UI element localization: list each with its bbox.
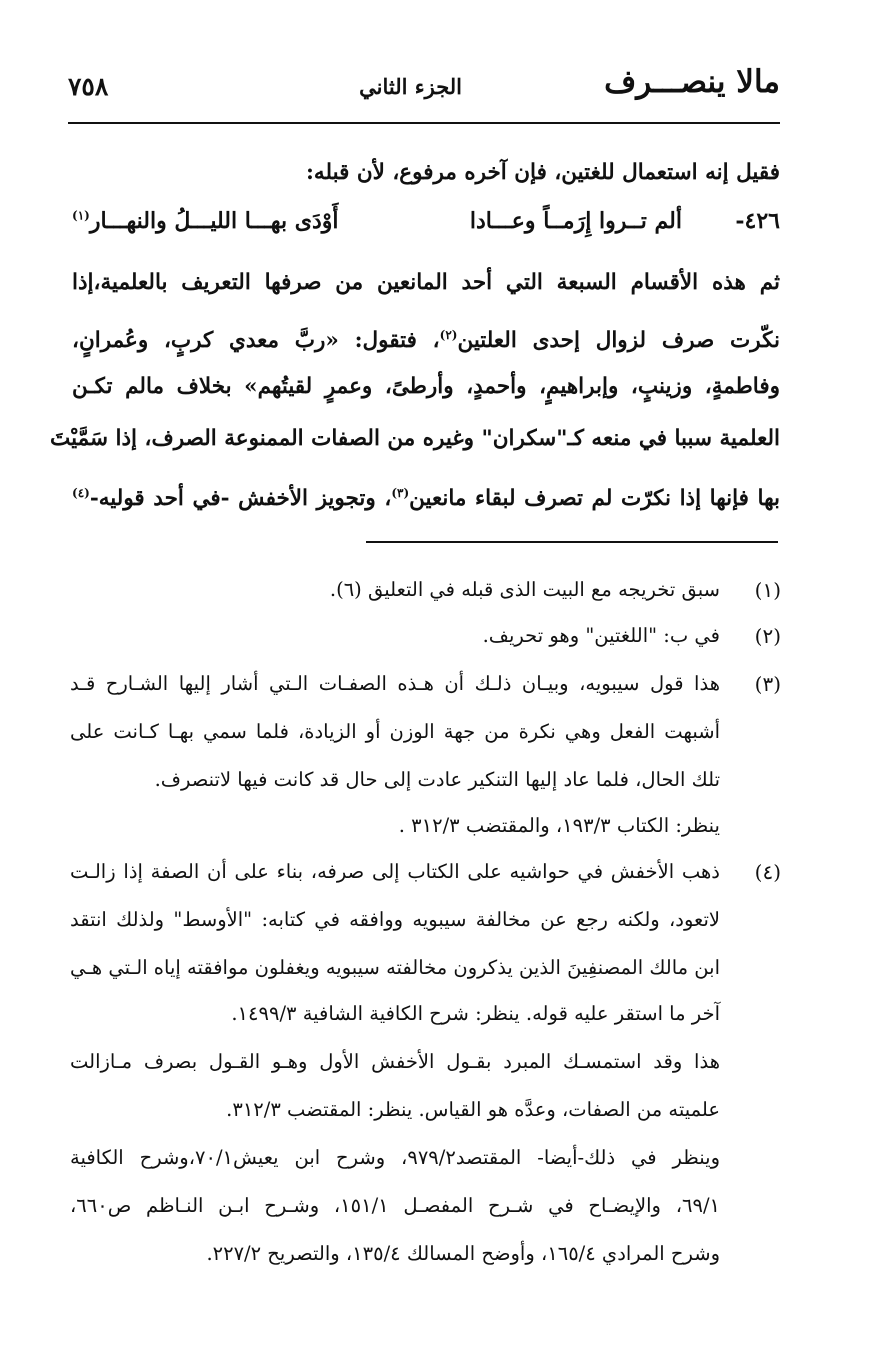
footnote-4-line-8: ٦٩/١، والإيضـاح في شـرح المفصـل ١٥١/١، وشـرح ابـن النـاظم ص٦٦٠،: [70, 1194, 720, 1217]
body-line-3: ثم هذه الأقسام السبعة التي أحد المانعين من صرفها التعريف بالعلمية،إذا: [72, 270, 780, 295]
footnote-4-line-3: ابن مالك المصنفِينَ الذين يذكرون مخالفته سيبويه ويغفلون موافقته إياه الـتي هـي: [69, 956, 720, 979]
chapter-title: مالا ينصـــرف: [604, 64, 780, 100]
footnote-mark-1: (١): [754, 578, 781, 602]
footnote-3-line-1: هذا قول سيبويه، وبيـان ذلـك أن هـذه الصفـات الـتي أشار إليها الشـارح قـد: [70, 672, 720, 695]
footnote-2-line-1: في ب: "اللغتين" وهو تحريف.: [482, 624, 720, 647]
body-line-7a: بها فإنها إذا نكرّت لم تصرف لبقاء مانعين: [409, 486, 781, 512]
body-line-1: فقيل إنه استعمال للغتين، فإن آخره مرفوع، لأن قبله:: [306, 160, 780, 185]
body-line-4a: نكّرت صرف لزوال إحدى العلتين: [457, 328, 781, 354]
footnote-4-line-5: هذا وقد استمسـك المبرد بقـول الأخفش الأول وهـو القـول بصرف مـازالت: [70, 1050, 720, 1073]
header-rule: [68, 122, 780, 124]
footnote-mark-4: (٤): [754, 860, 781, 884]
footnote-mark-3: (٣): [754, 672, 781, 696]
body-line-4b: ، فتقول: «ربَّ معدي كربٍ، وعُمرانٍ،: [72, 328, 440, 354]
footnote-ref-3[interactable]: (٣): [391, 486, 410, 500]
verse-426: [72, 208, 780, 242]
verse-second-hemistich: [72, 208, 338, 234]
footnote-4-line-6: علميته من الصفات، وعدَّه هو القياس. ينظر: المقتضب ٣١٢/٣.: [226, 1098, 720, 1121]
footnote-separator: [366, 541, 778, 543]
footnote-ref-1[interactable]: (١): [72, 208, 90, 223]
body-line-7b: ، وتجويز الأخفش -في أحد قوليه-: [89, 486, 392, 512]
body-line-5: وفاطمةٍ، وزينبٍ، وإبراهيمٍ، وأحمدٍ، وأرطىً، وعمرٍ لقيتُهم» بخلاف مالم تكـن: [72, 374, 780, 399]
verse-second-text: أَوْدَى بهـــا الليـــلُ والنهـــار: [89, 208, 339, 234]
footnote-4-line-2: لاتعود، ولكنه رجع عن مخالفة سيبويه ووافقه في كتابه: "الأوسط" ولذلك انتقد: [70, 908, 720, 931]
footnote-3-line-3: تلك الحال، فلما عاد إليها التنكير عادت إلى حال قد كانت فيها لاتنصرف.: [154, 768, 720, 791]
footnote-ref-4[interactable]: (٤): [72, 486, 90, 500]
running-header: [68, 62, 780, 112]
footnote-3-line-4: ينظر: الكتاب ١٩٣/٣، والمقتضب ٣١٢/٣ .: [398, 814, 720, 837]
body-line-7: [72, 478, 780, 514]
body-line-6: العلمية سببا في منعه كـ"سكران" وغيره من الصفات الممنوعة الصرف، إذا سَمَّيْتَ: [49, 426, 780, 451]
verse-number: ٤٢٦-: [735, 208, 780, 234]
footnote-1-line-1: سبق تخريجه مع البيت الذى قبله في التعليق (٦).: [329, 578, 720, 601]
verse-first-hemistich: ألم تــروا إِرَمــاً وعـــادا: [469, 208, 682, 234]
footnote-4-line-7: وينظر في ذلك-أيضا- المقتصد٩٧٩/٢، وشرح ابن يعيش٧٠/١،وشرح الكافية: [70, 1146, 720, 1169]
footnote-mark-2: (٢): [754, 624, 781, 648]
page-number: ٧٥٨: [68, 72, 109, 101]
footnote-3-line-2: أشبهت الفعل وهي نكرة من جهة الوزن أو الزيادة، فلما سمي بهـا كـانت على: [70, 720, 720, 743]
footnote-4-line-9: وشرح المرادي ١٦٥/٤، وأوضح المسالك ١٣٥/٤، والتصريح ٢٢٧/٢.: [206, 1242, 720, 1265]
footnote-ref-2[interactable]: (٢): [439, 328, 458, 342]
footnote-4-line-4: آخر ما استقر عليه قوله. ينظر: شرح الكافية الشافية ١٤٩٩/٣.: [231, 1002, 720, 1025]
body-line-4: [72, 320, 780, 356]
footnote-4-line-1: ذهب الأخفش في حواشيه على الكتاب إلى صرفه، بناء على أن الصفة إذا زالـت: [70, 860, 720, 883]
part-label: الجزء الثاني: [359, 74, 462, 99]
